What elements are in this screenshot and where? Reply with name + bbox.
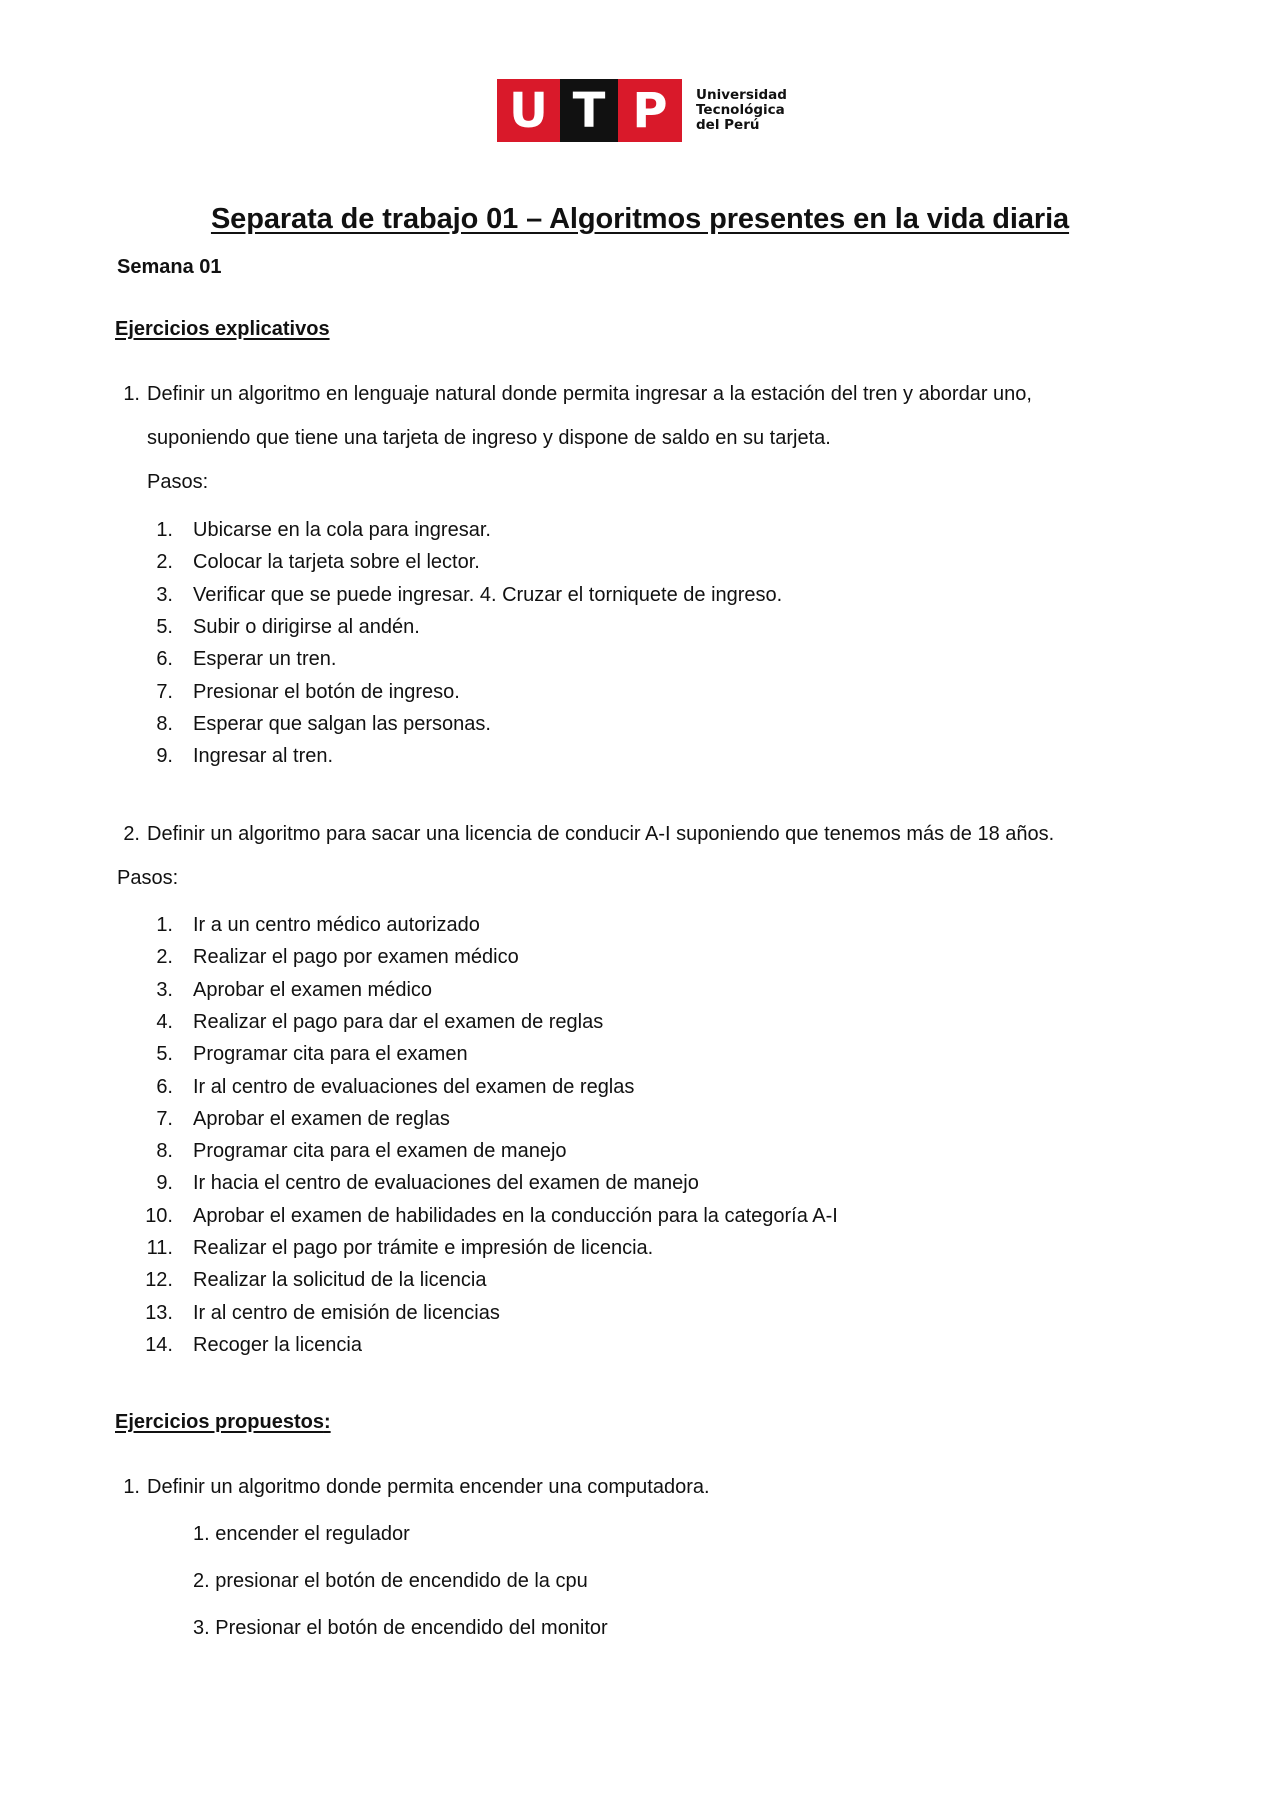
section-heading-propuestos bbox=[115, 1411, 331, 1434]
document-title: Separata de trabajo 01 – Algoritmos presentes en la vida diaria bbox=[210, 203, 1070, 235]
step-text: Presionar el botón de ingreso. bbox=[193, 680, 460, 703]
logo-text-line: del Perú bbox=[696, 117, 760, 133]
step-text: Ubicarse en la cola para ingresar. bbox=[193, 519, 491, 541]
step-text: Colocar la tarjeta sobre el lector. bbox=[193, 551, 480, 574]
step-text: Realizar la solicitud de la licencia bbox=[193, 1269, 487, 1292]
step-text: Realizar el pago por examen médico bbox=[193, 946, 519, 969]
step-number: 5. bbox=[156, 615, 173, 638]
step-number: 7. bbox=[156, 1107, 173, 1130]
exercise-number: 1. bbox=[123, 1476, 140, 1498]
exercise-1-statement-cont: suponiendo que tiene una tarjeta de ingreso y dispone de saldo en su tarjeta. bbox=[147, 427, 831, 449]
step-text: Aprobar el examen médico bbox=[193, 978, 433, 1001]
step-text: Subir o dirigirse al andén. bbox=[193, 615, 420, 638]
step-text: Ingresar al tren. bbox=[193, 745, 334, 768]
step-text: Ir hacia el centro de evaluaciones del examen de manejo bbox=[193, 1172, 699, 1195]
step-number: 6. bbox=[156, 1075, 173, 1098]
utp-logo bbox=[497, 79, 787, 142]
step-number: 2. bbox=[156, 946, 173, 969]
step-number: 3. bbox=[156, 583, 173, 606]
step-text: Verificar que se puede ingresar. 4. Cruzar el torniquete de ingreso. bbox=[193, 583, 783, 606]
step-text: Ir a un centro médico autorizado bbox=[193, 914, 480, 936]
step-number: 12. bbox=[145, 1269, 173, 1292]
step-number: 5. bbox=[156, 1043, 173, 1066]
step-number: 9. bbox=[156, 745, 173, 768]
section-heading-text: Ejercicios propuestos bbox=[115, 1411, 324, 1433]
step-text: Realizar el pago por trámite e impresión de licencia. bbox=[193, 1237, 654, 1259]
logo-letter-p: P bbox=[618, 79, 682, 142]
logo-text-line: Tecnológica bbox=[696, 102, 785, 118]
exercise-2-statement: Definir un algoritmo para sacar una licencia de conducir A-I suponiendo que tenemos más de 18 años. bbox=[147, 823, 1055, 845]
step-text: Realizar el pago para dar el examen de reglas bbox=[193, 1010, 604, 1033]
pasos-label: Pasos: bbox=[117, 867, 179, 889]
proposed-step: 2. presionar el botón de encendido de la cpu bbox=[193, 1570, 588, 1592]
step-number: 11. bbox=[146, 1237, 173, 1259]
proposed-step: 1. encender el regulador bbox=[193, 1523, 410, 1545]
logo-university-name bbox=[696, 88, 787, 133]
step-text: Aprobar el examen de habilidades en la conducción para la categoría A-I bbox=[193, 1204, 838, 1227]
step-text: Aprobar el examen de reglas bbox=[193, 1107, 450, 1130]
step-number: 2. bbox=[156, 551, 173, 574]
step-number: 9. bbox=[156, 1172, 173, 1195]
step-number: 6. bbox=[156, 648, 173, 671]
week-label: Semana 01 bbox=[117, 256, 222, 278]
step-number: 4. bbox=[156, 1010, 173, 1033]
step-number: 8. bbox=[156, 1140, 173, 1163]
section-heading-colon: : bbox=[323, 1411, 331, 1433]
step-text: Esperar que salgan las personas. bbox=[193, 712, 491, 735]
exercise-1-statement: Definir un algoritmo en lenguaje natural donde permita ingresar a la estación del tren y abordar uno, bbox=[147, 383, 1032, 405]
step-text: Esperar un tren. bbox=[193, 648, 337, 671]
exercise-number: 2. bbox=[123, 823, 140, 845]
logo-letter-u: U bbox=[497, 79, 560, 142]
step-number: 7. bbox=[156, 680, 173, 703]
logo-text-line: Universidad bbox=[696, 87, 787, 103]
proposed-step: 3. Presionar el botón de encendido del monitor bbox=[193, 1617, 608, 1639]
pasos-label: Pasos: bbox=[147, 471, 209, 493]
step-text: Ir al centro de evaluaciones del examen de reglas bbox=[193, 1075, 635, 1098]
step-number: 10. bbox=[145, 1204, 173, 1227]
section-heading-explicativos: Ejercicios explicativos bbox=[115, 318, 330, 340]
logo-letter-t: T bbox=[560, 79, 618, 142]
step-number: 1. bbox=[156, 519, 173, 541]
step-text: Ir al centro de emisión de licencias bbox=[193, 1301, 500, 1324]
proposed-exercise-1-statement: Definir un algoritmo donde permita encender una computadora. bbox=[147, 1476, 710, 1498]
step-number: 13. bbox=[145, 1301, 173, 1324]
step-number: 14. bbox=[145, 1333, 173, 1356]
step-text: Programar cita para el examen de manejo bbox=[193, 1140, 567, 1163]
step-text: Recoger la licencia bbox=[193, 1333, 362, 1356]
step-text: Programar cita para el examen bbox=[193, 1043, 468, 1066]
step-number: 8. bbox=[156, 712, 173, 735]
step-number: 1. bbox=[156, 914, 173, 936]
step-number: 3. bbox=[156, 978, 173, 1001]
exercise-number: 1. bbox=[123, 383, 140, 405]
